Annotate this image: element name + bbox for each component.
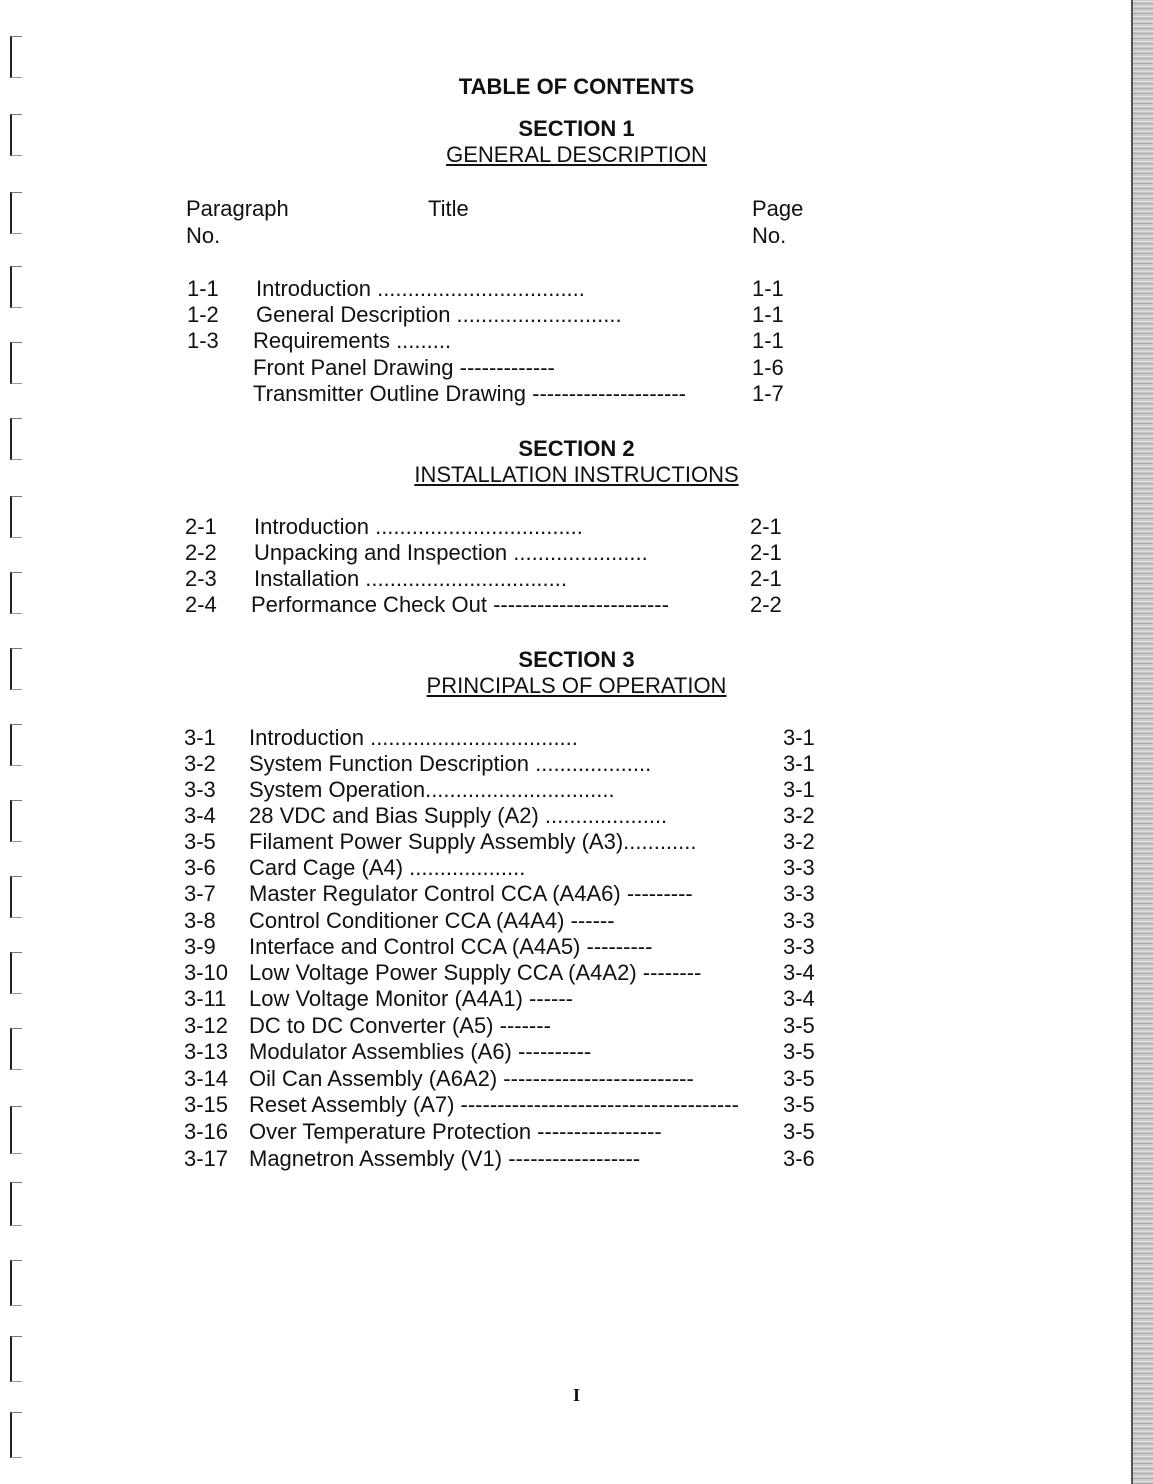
toc-entry [0,302,1153,328]
entry-title: Front Panel Drawing ------------- [253,355,555,380]
entry-paragraph: 2-1 [185,514,217,539]
page-number: I [572,1385,580,1405]
entry-page: 3-1 [783,751,815,776]
section-subtitle: INSTALLATION INSTRUCTIONS [414,462,739,487]
toc-entry [0,725,1153,751]
entry-page: 3-5 [783,1092,815,1117]
entry-paragraph: 3-15 [184,1092,229,1117]
toc-entry [0,908,1153,934]
entry-page: 3-4 [783,960,815,985]
entry-title: System Operation............................... [249,777,615,802]
entry-paragraph: 3-7 [184,881,216,906]
toc-entry [0,751,1153,777]
entry-page: 2-1 [750,566,782,591]
entry-title: Performance Check Out ------------------------ [251,592,669,617]
entry-page: 3-5 [783,1119,815,1144]
toc-entry [0,1092,1153,1118]
entry-page: 3-3 [783,908,815,933]
toc-entry [0,355,1153,381]
entry-page: 3-4 [783,986,815,1011]
entry-title: Over Temperature Protection ----------------- [249,1119,662,1144]
entry-page: 3-2 [783,803,815,828]
entry-page: 1-1 [752,302,784,327]
entry-title: Low Voltage Monitor (A4A1) ------ [249,986,573,1011]
entry-page: 3-3 [783,934,815,959]
entry-page: 3-1 [783,725,815,750]
entry-title: Unpacking and Inspection ...................... [254,540,648,565]
entry-page: 1-7 [752,381,784,406]
entry-paragraph: 3-17 [184,1146,229,1171]
toc-entry [0,1013,1153,1039]
toc-entry [0,934,1153,960]
section-subtitle: GENERAL DESCRIPTION [446,142,707,167]
toc-entry [0,1119,1153,1145]
page-title: TABLE OF CONTENTS [458,74,695,99]
entry-page: 2-1 [750,540,782,565]
entry-paragraph: 2-4 [185,592,217,617]
binder-mark [10,1260,22,1306]
entry-page: 1-6 [752,355,784,380]
column-header-paragraph-no: No. [186,223,221,248]
toc-entry [0,1039,1153,1065]
entry-paragraph: 3-13 [184,1039,229,1064]
entry-paragraph: 3-10 [184,960,229,985]
entry-title: Introduction .................................. [249,725,578,750]
toc-entry [0,1066,1153,1092]
toc-entry [0,328,1153,354]
entry-page: 1-1 [752,328,784,353]
toc-entry [0,829,1153,855]
toc-entry [0,592,1153,618]
entry-paragraph: 3-6 [184,855,216,880]
entry-title: Requirements ......... [253,328,452,353]
entry-page: 3-2 [783,829,815,854]
entry-paragraph: 3-2 [184,751,216,776]
entry-title: Filament Power Supply Assembly (A3)............ [249,829,697,854]
toc-entry [0,960,1153,986]
section-heading: SECTION 1 [518,116,635,141]
binder-mark [10,1182,22,1226]
entry-title: System Function Description ................... [249,751,652,776]
entry-paragraph: 1-2 [187,302,219,327]
entry-paragraph: 3-4 [184,803,216,828]
entry-title: Magnetron Assembly (V1) ------------------ [249,1146,641,1171]
entry-paragraph: 1-3 [187,328,219,353]
entry-page: 3-5 [783,1066,815,1091]
section-subtitle: PRINCIPALS OF OPERATION [426,673,727,698]
column-header-page-no: No. [752,223,787,248]
column-header-paragraph: Paragraph [186,196,289,221]
entry-title: DC to DC Converter (A5) ------- [249,1013,551,1038]
entry-page: 3-5 [783,1013,815,1038]
toc-entry [0,540,1153,566]
binder-mark [10,36,22,78]
entry-page: 3-3 [783,881,815,906]
entry-paragraph: 3-16 [184,1119,229,1144]
entry-paragraph: 3-1 [184,725,216,750]
entry-title: Low Voltage Power Supply CCA (A4A2) -------- [249,960,702,985]
entry-paragraph: 3-11 [184,986,227,1011]
entry-paragraph: 3-3 [184,777,216,802]
toc-entry [0,986,1153,1012]
section-heading: SECTION 3 [518,647,635,672]
entry-title: Modulator Assemblies (A6) ---------- [249,1039,592,1064]
entry-page: 1-1 [752,276,784,301]
entry-title: Introduction .................................. [254,514,583,539]
entry-paragraph: 2-2 [185,540,217,565]
entry-paragraph: 3-9 [184,934,216,959]
entry-paragraph: 1-1 [187,276,219,301]
entry-paragraph: 3-8 [184,908,216,933]
entry-title: Master Regulator Control CCA (A4A6) --------- [249,881,693,906]
entry-page: 2-1 [750,514,782,539]
entry-title: Card Cage (A4) ................... [249,855,526,880]
entry-page: 3-3 [783,855,815,880]
entry-title: General Description ........................... [256,302,622,327]
entry-title: Interface and Control CCA (A4A5) --------- [249,934,653,959]
toc-entry [0,276,1153,302]
entry-title: Oil Can Assembly (A6A2) -------------------------- [249,1066,694,1091]
entry-paragraph: 2-3 [185,566,217,591]
binder-mark [10,192,22,234]
column-header-title: Title [428,196,469,221]
entry-paragraph: 3-5 [184,829,216,854]
entry-page: 3-6 [783,1146,815,1171]
binder-mark [10,1412,22,1458]
entry-title: Installation ................................. [254,566,567,591]
entry-title: 28 VDC and Bias Supply (A2) .................... [249,803,668,828]
section-heading: SECTION 2 [518,436,635,461]
column-header-page: Page [752,196,804,221]
entry-paragraph: 3-14 [184,1066,229,1091]
entry-title: Introduction .................................. [256,276,585,301]
entry-title: Reset Assembly (A7) -------------------------------------- [249,1092,739,1117]
entry-page: 3-5 [783,1039,815,1064]
toc-entry [0,803,1153,829]
binder-mark [10,1336,22,1382]
entry-title: Transmitter Outline Drawing --------------------- [253,381,687,406]
toc-entry [0,1146,1153,1172]
toc-entry [0,777,1153,803]
toc-entry [0,881,1153,907]
toc-entry [0,855,1153,881]
toc-entry [0,381,1153,407]
toc-entry [0,566,1153,592]
entry-title: Control Conditioner CCA (A4A4) ------ [249,908,615,933]
entry-page: 2-2 [750,592,782,617]
entry-paragraph: 3-12 [184,1013,229,1038]
entry-page: 3-1 [783,777,815,802]
toc-entry [0,514,1153,540]
